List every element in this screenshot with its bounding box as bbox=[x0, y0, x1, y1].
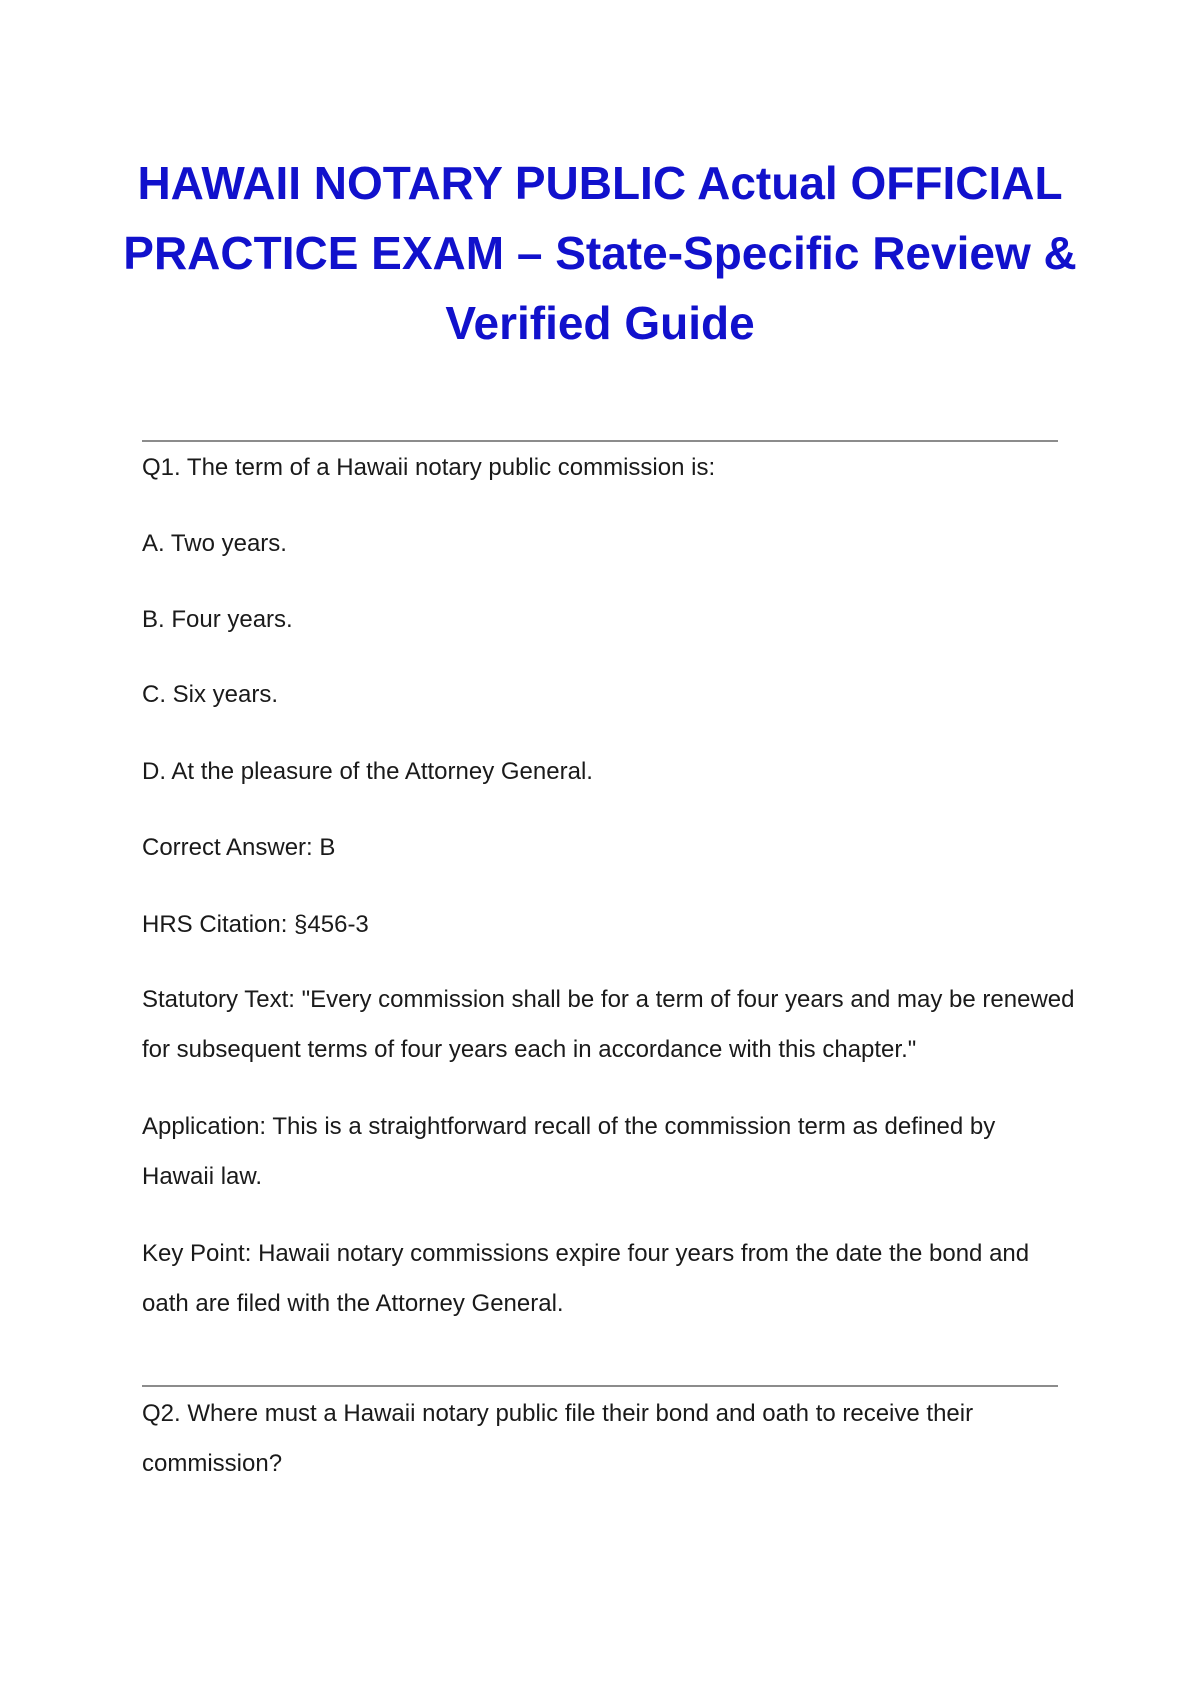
title-line-3: Verified Guide bbox=[445, 297, 755, 349]
answer-option-d: D. At the pleasure of the Attorney General. bbox=[142, 758, 593, 785]
application-line-1: Application: This is a straightforward recall of the commission term as defined by bbox=[142, 1113, 996, 1140]
statutory-text-line-2: for subsequent terms of four years each in accordance with this chapter." bbox=[142, 1036, 917, 1063]
question-text-continued: commission? bbox=[142, 1450, 283, 1477]
key-point-line-1: Key Point: Hawaii notary commissions expire four years from the date the bond and bbox=[142, 1240, 1030, 1267]
answer-option-a: A. Two years. bbox=[142, 530, 287, 557]
page-title bbox=[120, 148, 1080, 358]
answer-option-b: B. Four years. bbox=[142, 606, 293, 633]
correct-answer: Correct Answer: B bbox=[142, 834, 336, 861]
section-divider bbox=[142, 440, 1058, 442]
question-text: Q2. Where must a Hawaii notary public file their bond and oath to receive their bbox=[142, 1400, 974, 1427]
answer-option-c: C. Six years. bbox=[142, 681, 279, 708]
application-line-2: Hawaii law. bbox=[142, 1163, 263, 1190]
statutory-text-line-1: Statutory Text: "Every commission shall be for a term of four years and may be renewed bbox=[142, 986, 1075, 1013]
section-divider bbox=[142, 1385, 1058, 1387]
hrs-citation: HRS Citation: §456-3 bbox=[142, 911, 369, 938]
title-line-1: HAWAII NOTARY PUBLIC Actual OFFICIAL bbox=[137, 157, 1063, 209]
question-text: Q1. The term of a Hawaii notary public commission is: bbox=[142, 454, 716, 481]
title-line-2: PRACTICE EXAM – State-Specific Review & bbox=[123, 227, 1077, 279]
key-point-line-2: oath are filed with the Attorney General. bbox=[142, 1290, 564, 1317]
